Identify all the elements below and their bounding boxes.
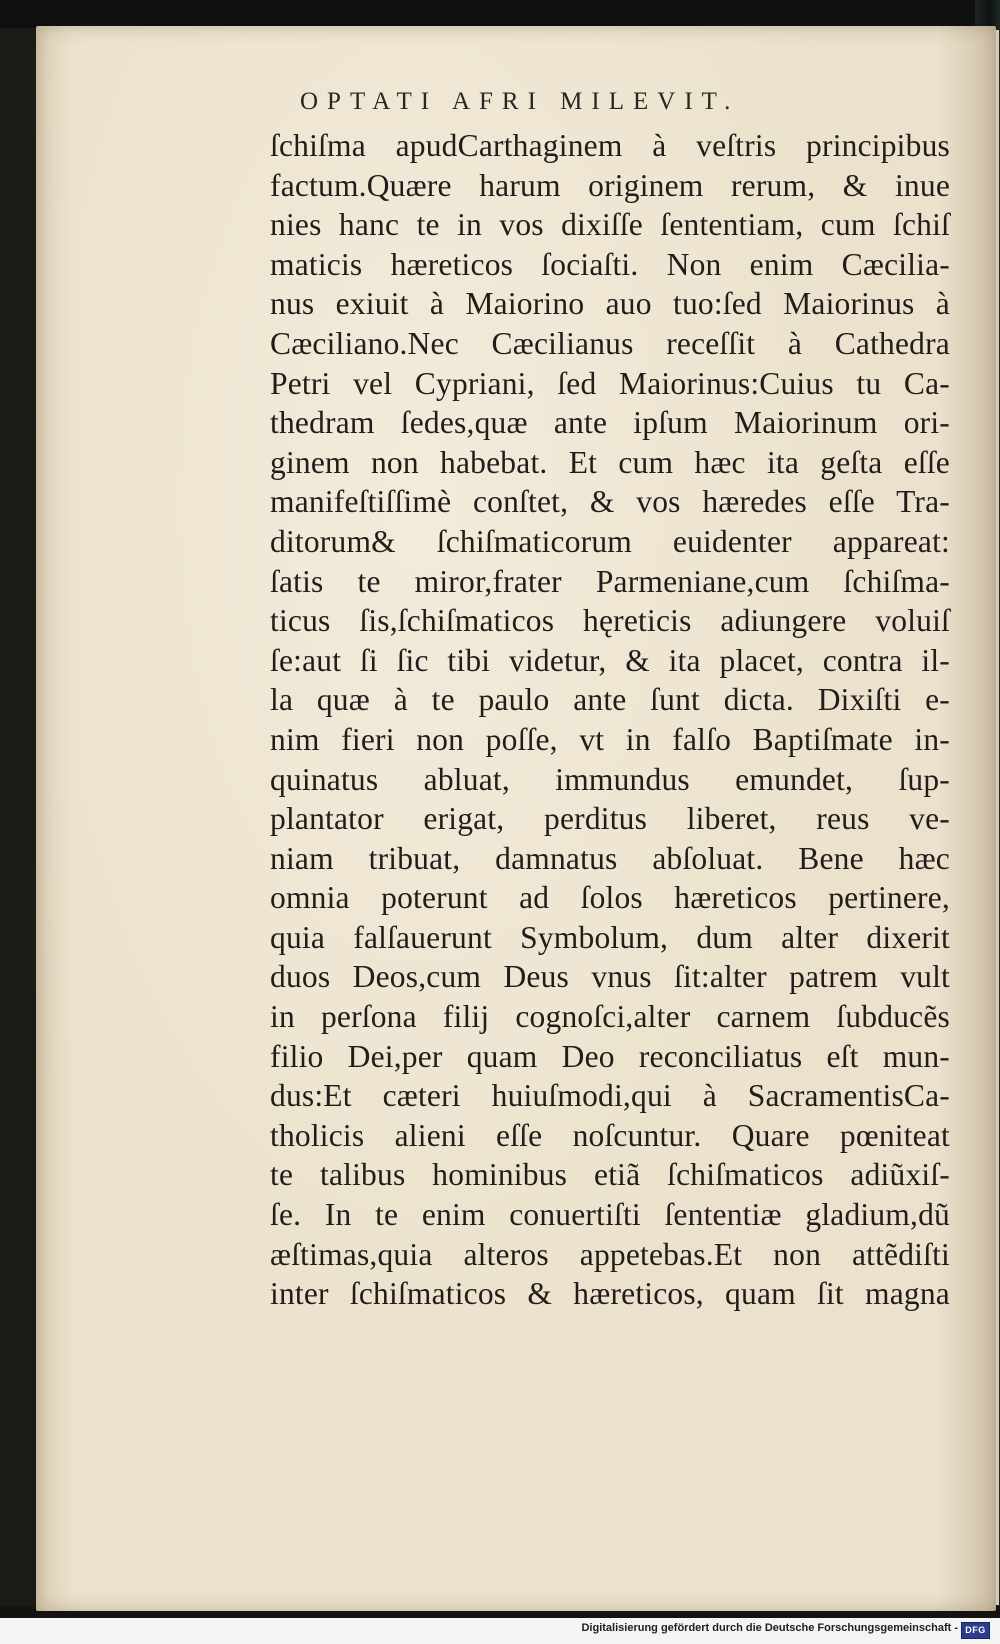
text-line: manifeſtiſſimè conſtet, & vos hæredes eſſe Tra- — [270, 484, 950, 520]
running-head: OPTATI AFRI MILEVIT. — [300, 88, 740, 115]
text-line: nus exiuit à Maiorino auo tuo:ſed Maiorinus à — [270, 286, 950, 322]
footer-bar — [0, 1618, 1000, 1644]
text-line: omnia poterunt ad ſolos hæreticos pertinere, — [270, 880, 950, 916]
text-line: Cæciliano.Nec Cæcilianus receſſit à Cathedra — [270, 325, 950, 361]
scan-top-background — [0, 0, 1000, 28]
text-line: ſchiſma apudCarthaginem à veſtris principibus — [270, 128, 950, 163]
text-line: quia falſauerunt Symbolum, dum alter dixerit — [270, 919, 950, 955]
text-line: filio Dei,per quam Deo reconciliatus eſt mun- — [270, 1038, 950, 1074]
text-line: quinatus abluat, immundus emundet, ſup- — [270, 761, 950, 797]
text-line: inter ſchiſmaticos & hæreticos, quam ſit magna — [270, 1276, 950, 1312]
text-line: nim fieri non poſſe, vt in falſo Baptiſmate in- — [270, 721, 950, 757]
dfg-logo: DFG — [961, 1622, 990, 1639]
text-line: in perſona filij cognoſci,alter carnem ſubducẽs — [270, 999, 950, 1035]
text-line: thedram ſedes,quæ ante ipſum Maiorinum ori- — [270, 405, 950, 441]
text-line: plantator erigat, perditus liberet, reus ve- — [270, 801, 950, 837]
text-line: maticis hæreticos ſociaſti. Non enim Cæcilia- — [270, 246, 950, 282]
text-line: ginem non habebat. Et cum hæc ita geſta eſſe — [270, 444, 950, 480]
text-line: ticus ſis,ſchiſmaticos hęreticis adiungere voluiſ — [270, 603, 950, 639]
text-line: la quæ à te paulo ante ſunt dicta. Dixiſti e- — [270, 682, 950, 718]
text-line: niam tribuat, damnatus abſoluat. Bene hæc — [270, 840, 950, 876]
text-line: tholicis alieni eſſe noſcuntur. Quare pœniteat — [270, 1117, 950, 1153]
text-line: te talibus hominibus etiã ſchiſmaticos adiũxiſ- — [270, 1157, 950, 1193]
text-line: Petri vel Cypriani, ſed Maiorinus:Cuius tu Ca- — [270, 365, 950, 401]
text-line: ſe:aut ſi ſic tibi videtur, & ita placet, contra il- — [270, 642, 950, 678]
text-line: ſe. In te enim conuertiſti ſententiæ gladium,dũ — [270, 1197, 950, 1233]
text-line: ſatis te miror,frater Parmeniane,cum ſchiſma- — [270, 563, 950, 599]
text-line: ditorum& ſchiſmaticorum euidenter appareat: — [270, 523, 950, 559]
text-line: æſtimas,quia alteros appetebas.Et non attẽdiſti — [270, 1236, 950, 1272]
text-line: nies hanc te in vos dixiſſe ſententiam, cum ſchiſ — [270, 207, 950, 243]
body-text — [270, 126, 950, 1314]
text-line: dus:Et cæteri huiuſmodi,qui à SacramentisCa- — [270, 1078, 950, 1114]
text-line: duos Deos,cum Deus vnus ſit:alter patrem vult — [270, 959, 950, 995]
funding-note: Digitalisierung gefördert durch die Deutsche Forschungsgemeinschaft - — [581, 1622, 958, 1634]
text-line: factum.Quære harum originem rerum, & inue — [270, 167, 950, 203]
